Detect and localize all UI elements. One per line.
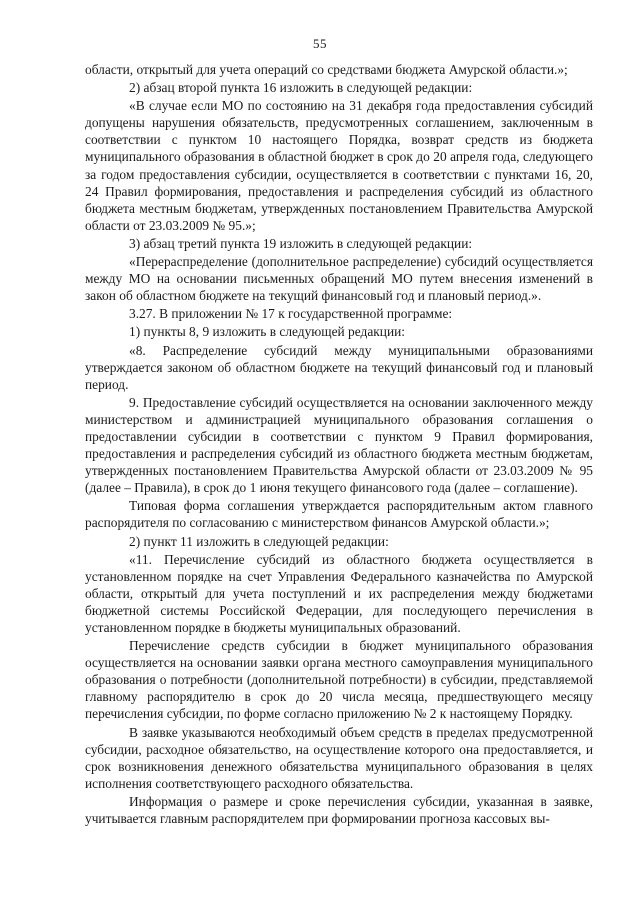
- paragraph: «11. Перечисление субсидий из областного бюджета осуществляется в установленном порядке на счет Управления Федерального казначейства по Амурской области, открытый для учета поступлений и их распределения между бюджетами бюджетной системы Российской Федерации, для последующего перечисления в установленном порядке в бюджеты муниципальных образований.: [85, 551, 593, 635]
- paragraph: 3.27. В приложении № 17 к государственной программе:: [129, 306, 453, 322]
- paragraph: 9. Предоставление субсидий осуществляется на основании заключенного между министерством и администрацией муниципального образования соглашения о предоставлении субсидии в соответствии с пунктом 9 Правил формирования, предоставления и распределения субсидий из областного бюджета местным бюджетам, утвержденных постановлением Правительства Амурской области от 23.03.2009 № 95 (далее – Правила), в срок до 1 июня текущего финансового года (далее – соглашение).: [85, 394, 593, 496]
- paragraph: «В случае если МО по состоянию на 31 декабря года предоставления субсидий допущены нарушения обязательств, предусмотренных соглашением, заключенным в соответствии с пунктом 10 настоящего Порядка, возврат средств из бюджета муниципального образования в областной бюджет в срок до 20 апреля года, следующего за годом предоставления субсидии, осуществляется в соответствии с пунктами 16, 20, 24 Правил формирования, предоставления и распределения субсидий из областного бюджета местным бюджетам, утвержденных постановлением Правительства Амурской области от 23.03.2009 № 95.»;: [85, 98, 593, 233]
- page-number: 55: [313, 36, 327, 51]
- paragraph: 2) пункт 11 изложить в следующей редакции:: [129, 533, 389, 549]
- paragraph: «8. Распределение субсидий между муниципальными образованиями утверждается законом об областном бюджете на текущий финансовый год и плановый период.: [85, 342, 593, 392]
- paragraph: 2) абзац второй пункта 16 изложить в следующей редакции:: [129, 80, 473, 96]
- paragraph: В заявке указываются необходимый объем средств в пределах предусмотренной субсидии, расходное обязательство, на осуществление которого она предоставляется, и срок возникновения денежного обязательства муниципального образования в целях исполнения соответствующего расходного обязательства.: [85, 724, 593, 791]
- paragraph: Перечисление средств субсидии в бюджет муниципального образования осуществляется на основании заявки органа местного самоуправления муниципального образования о потребности (дополнительной потребности) в субсидии, представляемой главному распорядителю в срок до 20 числа месяца, предшествующего месяцу перечисления субсидии, по форме согласно приложению № 2 к настоящему Порядку.: [85, 638, 593, 722]
- paragraph: 3) абзац третий пункта 19 изложить в следующей редакции:: [129, 235, 473, 251]
- paragraph: 1) пункты 8, 9 изложить в следующей редакции:: [129, 324, 405, 340]
- document-body: [85, 61, 593, 828]
- paragraph: области, открытый для учета операций со средствами бюджета Амурской области.»;: [85, 62, 568, 77]
- paragraph: Информация о размере и сроке перечисления субсидии, указанная в заявке, учитывается главным распорядителем при формировании прогноза кассовых вы-: [85, 793, 593, 827]
- paragraph: «Перераспределение (дополнительное распределение) субсидий осуществляется между МО на основании письменных обращений МО путем внесения изменений в закон об областном бюджете на текущий финансовый год и плановый период.».: [85, 254, 593, 304]
- paragraph: Типовая форма соглашения утверждается распорядительным актом главного распорядителя по согласованию с министерством финансов Амурской области.»;: [85, 498, 593, 531]
